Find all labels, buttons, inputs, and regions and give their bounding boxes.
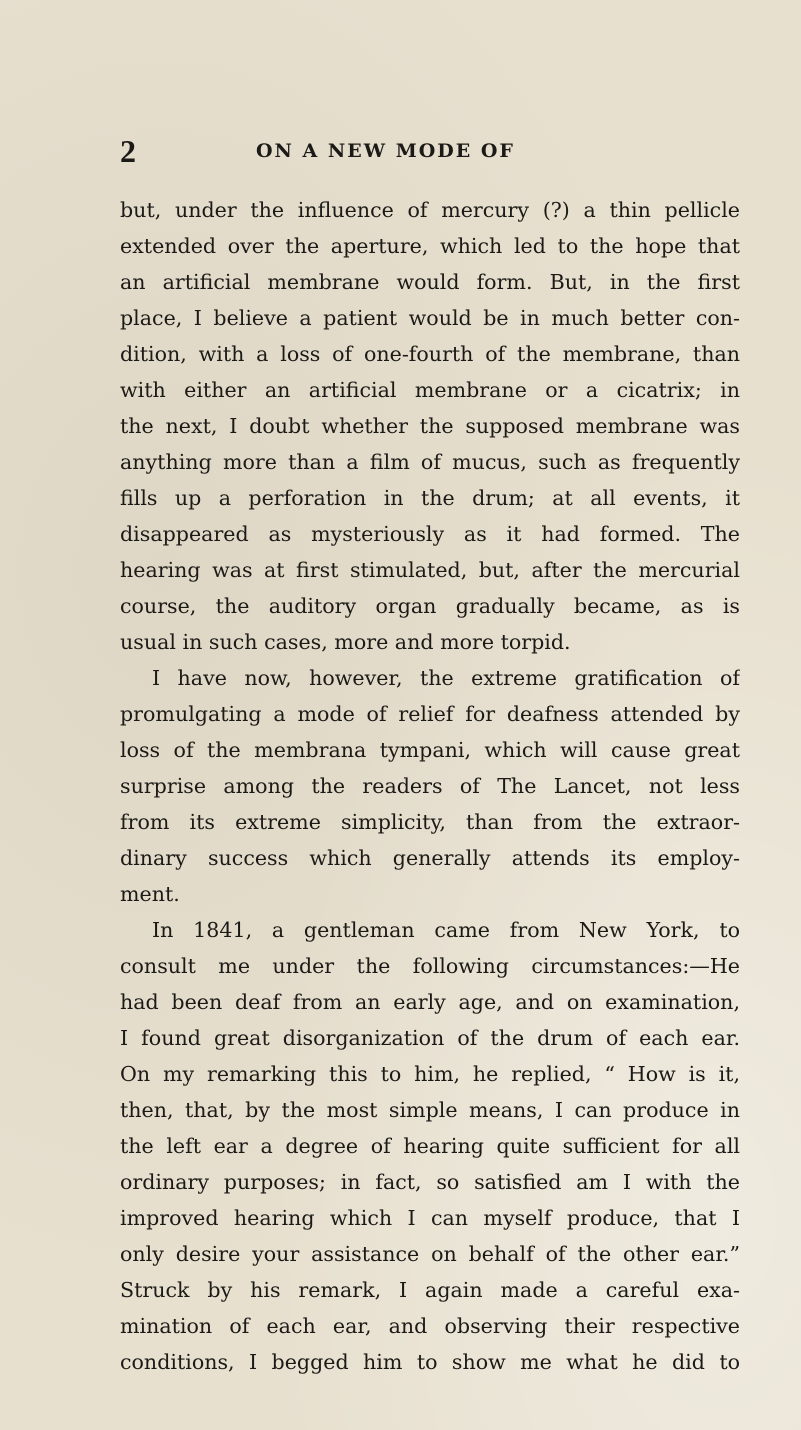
text-line: conditions, I begged him to show me what he did to [120,1350,740,1374]
text-line: surprise among the readers of The Lancet, not less [120,774,740,798]
text-line: but, under the influence of mercury (?) a thin pellicle [120,198,740,222]
text-line: anything more than a film of mucus, such as frequently [120,450,740,474]
text-line: ordinary purposes; in fact, so satisfied am I with the [120,1170,740,1194]
text-line: disappeared as mysteriously as it had formed. The [120,522,740,546]
text-line: dition, with a loss of one-fourth of the membrane, than [120,342,740,366]
text-line: had been deaf from an early age, and on examination, [120,990,740,1014]
text-line: fills up a perforation in the drum; at all events, it [120,486,740,510]
text-line: Struck by his remark, I again made a careful exa- [120,1278,740,1302]
text-line: ment. [120,882,180,906]
text-line: usual in such cases, more and more torpid. [120,630,571,654]
page-header [120,133,740,169]
text-line: I have now, however, the extreme gratification of [152,666,740,690]
text-line: consult me under the following circumstances:—He [120,954,740,978]
text-line: On my remarking this to him, he replied, “ How is it, [120,1062,740,1086]
text-line: extended over the aperture, which led to the hope that [120,234,740,258]
running-title: ON A NEW MODE OF [256,140,515,162]
text-line: the next, I doubt whether the supposed membrane was [120,414,740,438]
text-line: improved hearing which I can myself produce, that I [120,1206,740,1230]
text-line: an artificial membrane would form. But, in the first [120,270,740,294]
text-line: promulgating a mode of relief for deafness attended by [120,702,740,726]
page-number: 2 [120,133,136,169]
text-line: the left ear a degree of hearing quite sufficient for all [120,1134,740,1158]
text-line: course, the auditory organ gradually became, as is [120,594,740,618]
text-line: mination of each ear, and observing their respective [120,1314,740,1338]
body-text [120,192,740,1380]
text-line: hearing was at first stimulated, but, after the mercurial [120,558,740,582]
text-line: from its extreme simplicity, than from the extraor- [120,810,740,834]
text-line: In 1841, a gentleman came from New York, to [152,918,740,942]
text-line: with either an artificial membrane or a cicatrix; in [120,378,740,402]
text-line: dinary success which generally attends its employ- [120,846,740,870]
text-line: loss of the membrana tympani, which will cause great [120,738,740,762]
text-line: place, I believe a patient would be in much better con- [120,306,740,330]
text-line: only desire your assistance on behalf of the other ear.” [120,1242,740,1266]
text-line: I found great disorganization of the drum of each ear. [120,1026,740,1050]
text-line: then, that, by the most simple means, I can produce in [120,1098,740,1122]
